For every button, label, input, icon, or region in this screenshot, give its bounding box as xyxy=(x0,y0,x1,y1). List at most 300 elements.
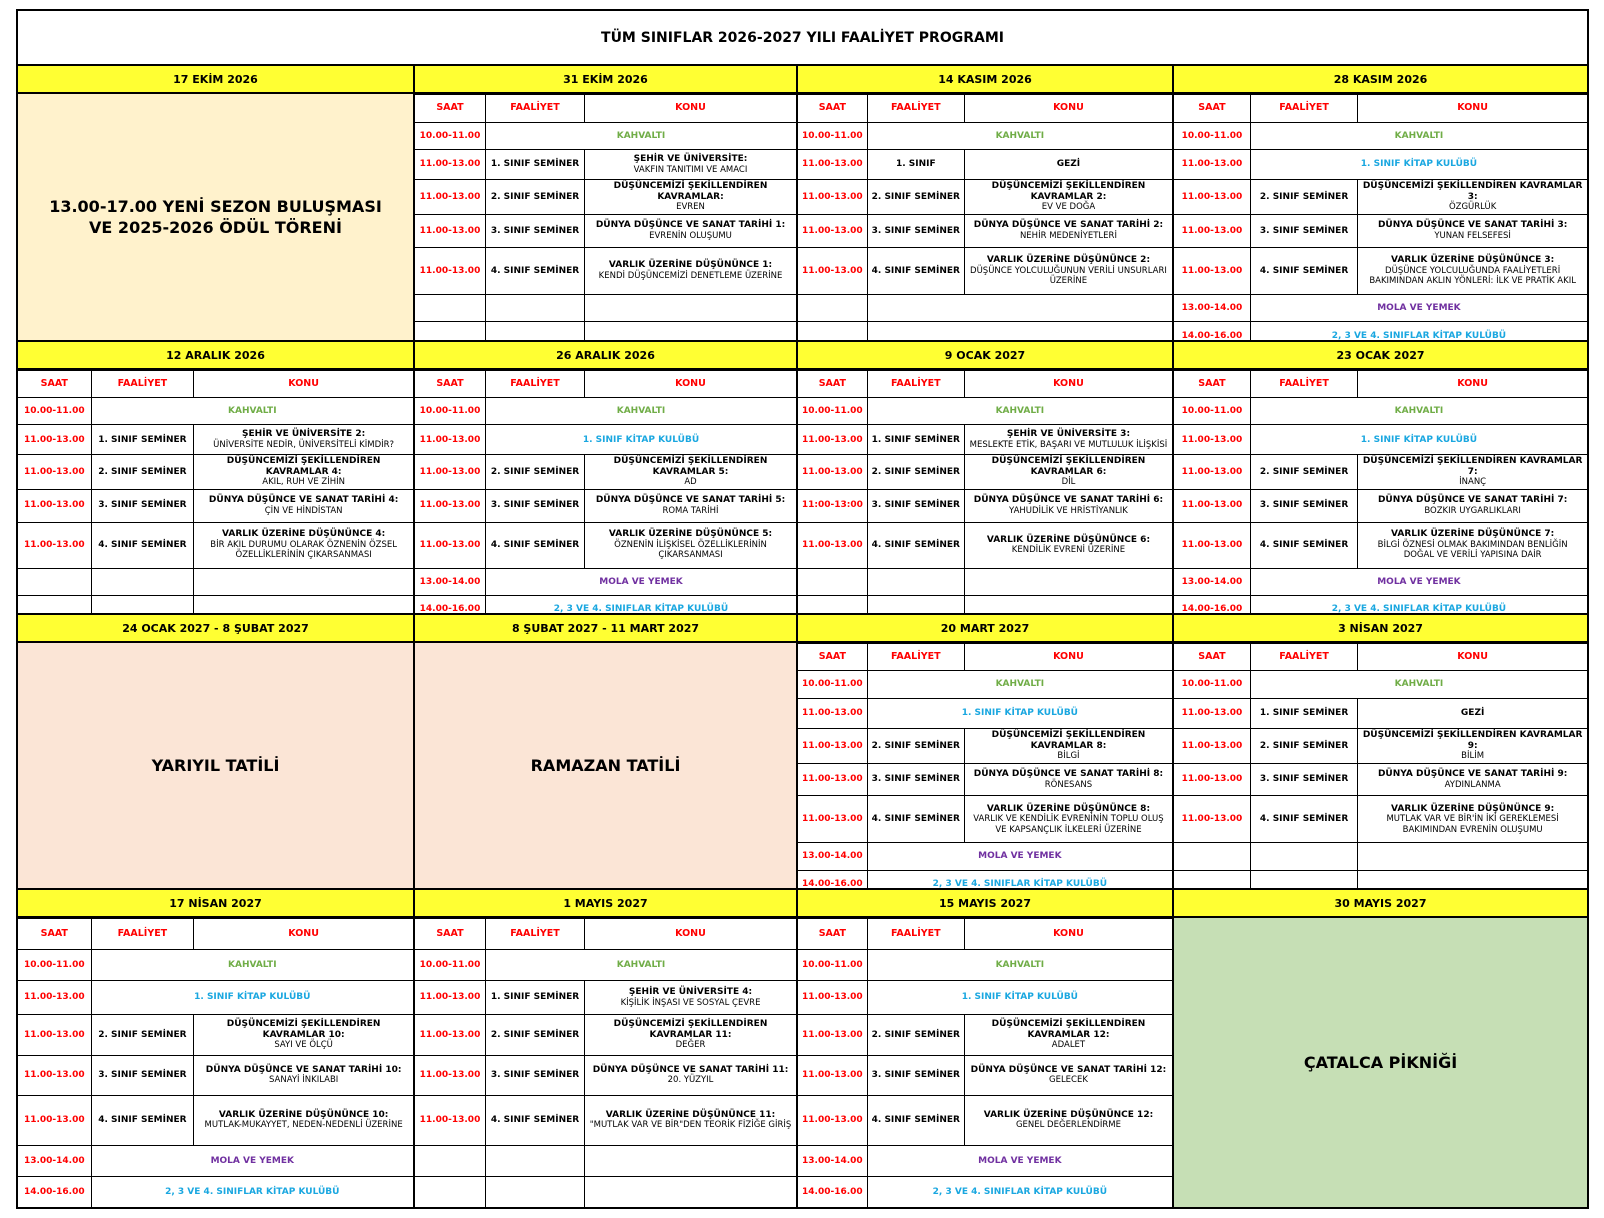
schedule-block xyxy=(1174,615,1587,890)
konu-header: KONU xyxy=(585,919,796,950)
konu-cell xyxy=(964,214,1172,247)
schedule-table xyxy=(1174,94,1587,349)
table-row xyxy=(415,247,796,294)
activity-span: 2, 3 VE 4. SINIFLAR KİTAP KULÜBÜ xyxy=(867,1176,1172,1207)
special-event xyxy=(1174,918,1587,1207)
schedule-table xyxy=(18,370,413,623)
table-row xyxy=(798,294,1172,322)
table-row xyxy=(415,981,796,1015)
activity-cell: 2. SINIF SEMİNER xyxy=(91,455,194,490)
konu-subtitle: BİLGİ xyxy=(1057,751,1080,762)
schedule-block xyxy=(415,615,798,890)
activity-cell: 2. SINIF SEMİNER xyxy=(91,1015,194,1055)
special-event-text: RAMAZAN TATİLİ xyxy=(530,756,681,775)
konu-title: DÜNYA DÜŞÜNCE VE SANAT TARİHİ 3: xyxy=(1377,220,1568,231)
table-row xyxy=(415,425,796,455)
konu-subtitle: YUNAN FELSEFESİ xyxy=(1434,230,1511,241)
activity-cell: 2. SINIF SEMİNER xyxy=(1250,180,1357,215)
konu-subtitle: KİŞİLİK İNŞASI VE SOSYAL ÇEVRE xyxy=(620,997,761,1008)
konu-header: KONU xyxy=(964,371,1172,398)
time-cell: 11:00-13:00 xyxy=(798,489,867,522)
konu-subtitle: ADALET xyxy=(1051,1040,1086,1051)
konu-subtitle: AD xyxy=(684,477,697,488)
table-row xyxy=(18,981,413,1015)
faaliyet-header: FAALİYET xyxy=(867,919,964,950)
empty-cell xyxy=(415,294,485,322)
konu-title: DÜŞÜNCEMİZİ ŞEKİLLENDİREN KAVRAMLAR 11: xyxy=(613,1019,768,1040)
table-row xyxy=(798,729,1172,764)
activity-span: KAHVALTI xyxy=(91,398,413,425)
activity-cell: 3. SINIF SEMİNER xyxy=(1250,763,1357,796)
konu-subtitle: BİLİM xyxy=(1461,751,1485,762)
activity-cell: 4. SINIF SEMİNER xyxy=(1250,522,1357,568)
konu-cell xyxy=(964,425,1172,455)
konu-title: ŞEHİR VE ÜNİVERSİTE: xyxy=(633,154,748,165)
activity-cell: 2. SINIF SEMİNER xyxy=(485,180,584,215)
date-header: 12 ARALIK 2026 xyxy=(18,342,413,370)
activity-cell: 1. SINIF SEMİNER xyxy=(91,425,194,455)
konu-subtitle: DEĞER xyxy=(675,1040,706,1051)
time-cell: 11.00-13.00 xyxy=(415,214,485,247)
table-row xyxy=(1174,729,1587,764)
activity-span: KAHVALTI xyxy=(867,398,1172,425)
konu-header: KONU xyxy=(1358,95,1587,123)
konu-cell xyxy=(585,455,796,490)
konu-subtitle: BİLGİ ÖZNESİ OLMAK BAKIMINDAN BENLİĞİN DOĞAL VE VERİLİ YAPISINA DAİR xyxy=(1377,539,1568,561)
time-cell: 11.00-13.00 xyxy=(1174,522,1250,568)
special-event xyxy=(18,94,413,340)
time-cell: 10.00-11.00 xyxy=(415,950,485,981)
time-cell: 11.00-13.00 xyxy=(798,214,867,247)
table-row xyxy=(415,1096,796,1146)
table-header-row xyxy=(415,919,796,950)
konu-title: DÜNYA DÜŞÜNCE VE SANAT TARİHİ 6: xyxy=(973,495,1164,506)
time-cell: 11.00-13.00 xyxy=(798,1055,867,1095)
schedule-block xyxy=(798,890,1174,1207)
saat-header: SAAT xyxy=(1174,371,1250,398)
date-header: 17 EKİM 2026 xyxy=(18,66,413,94)
empty-cell xyxy=(867,568,964,595)
activity-cell: 3. SINIF SEMİNER xyxy=(867,489,964,522)
activity-span: KAHVALTI xyxy=(867,122,1172,150)
konu-cell xyxy=(194,1055,413,1095)
konu-title: VARLIK ÜZERİNE DÜŞÜNÜNCE 11: xyxy=(605,1109,776,1120)
konu-subtitle: SANAYİ İNKILABI xyxy=(268,1075,339,1086)
schedule-table xyxy=(798,918,1172,1207)
time-cell: 11.00-13.00 xyxy=(18,522,91,568)
table-row xyxy=(1174,247,1587,294)
activity-cell: 2. SINIF SEMİNER xyxy=(1250,455,1357,490)
table-row xyxy=(798,455,1172,490)
table-row xyxy=(798,522,1172,568)
konu-title: DÜNYA DÜŞÜNCE VE SANAT TARİHİ 2: xyxy=(973,220,1164,231)
table-row xyxy=(415,455,796,490)
date-header: 3 NİSAN 2027 xyxy=(1174,615,1587,643)
table-row xyxy=(1174,843,1587,870)
time-cell: 14.00-16.00 xyxy=(1174,596,1250,623)
activity-cell: 4. SINIF SEMİNER xyxy=(485,247,584,294)
time-cell: 11.00-13.00 xyxy=(1174,796,1250,843)
date-header: 9 OCAK 2027 xyxy=(798,342,1172,370)
konu-subtitle: BİR AKIL DURUMU OLARAK ÖZNENİN ÖZSEL ÖZELLİKLERİNİN ÇIKARSANMASI xyxy=(210,539,397,561)
konu-title: DÜNYA DÜŞÜNCE VE SANAT TARİHİ 12: xyxy=(970,1064,1167,1075)
time-cell: 14.00-16.00 xyxy=(798,1176,867,1207)
time-cell: 11.00-13.00 xyxy=(18,1096,91,1146)
activity-cell: 4. SINIF SEMİNER xyxy=(485,522,584,568)
time-cell: 14.00-16.00 xyxy=(18,1176,91,1207)
konu-header: KONU xyxy=(964,644,1172,671)
table-row xyxy=(415,489,796,522)
date-header: 14 KASIM 2026 xyxy=(798,66,1172,94)
konu-title: DÜŞÜNCEMİZİ ŞEKİLLENDİREN KAVRAMLAR 12: xyxy=(991,1019,1146,1040)
table-header-row xyxy=(1174,644,1587,671)
schedule-block xyxy=(18,615,415,890)
table-header-row xyxy=(1174,371,1587,398)
empty-cell xyxy=(415,1145,485,1176)
konu-cell xyxy=(1358,214,1587,247)
table-row xyxy=(18,1176,413,1207)
table-row xyxy=(1174,455,1587,490)
konu-title: DÜŞÜNCEMİZİ ŞEKİLLENDİREN KAVRAMLAR 10: xyxy=(226,1019,381,1040)
time-cell: 11.00-13.00 xyxy=(798,455,867,490)
empty-cell xyxy=(867,294,1172,322)
table-row xyxy=(415,214,796,247)
konu-title: DÜNYA DÜŞÜNCE VE SANAT TARİHİ 5: xyxy=(595,495,786,506)
schedule-block xyxy=(798,342,1174,615)
empty-cell xyxy=(485,294,584,322)
time-cell: 10.00-11.00 xyxy=(1174,122,1250,150)
konu-title: DÜŞÜNCEMİZİ ŞEKİLLENDİREN KAVRAMLAR 4: xyxy=(226,456,381,477)
konu-title: DÜNYA DÜŞÜNCE VE SANAT TARİHİ 11: xyxy=(592,1064,789,1075)
faaliyet-header: FAALİYET xyxy=(1250,644,1357,671)
activity-span: 1. SINIF KİTAP KULÜBÜ xyxy=(91,981,413,1015)
table-row xyxy=(18,398,413,425)
activity-cell: 3. SINIF SEMİNER xyxy=(91,489,194,522)
empty-cell xyxy=(1358,843,1587,870)
activity-span: KAHVALTI xyxy=(867,950,1172,981)
time-cell: 13.00-14.00 xyxy=(798,1145,867,1176)
konu-cell xyxy=(964,1055,1172,1095)
konu-cell xyxy=(964,796,1172,843)
table-row xyxy=(798,489,1172,522)
konu-title: VARLIK ÜZERİNE DÜŞÜNÜNCE 1: xyxy=(608,260,773,271)
schedule-block xyxy=(415,342,798,615)
time-cell: 11.00-13.00 xyxy=(1174,455,1250,490)
time-cell: 11.00-13.00 xyxy=(1174,247,1250,294)
konu-subtitle: VAKFIN TANITIMI VE AMACI xyxy=(633,164,748,175)
faaliyet-header: FAALİYET xyxy=(867,95,964,123)
table-row xyxy=(798,698,1172,728)
page-title: TÜM SINIFLAR 2026-2027 YILI FAALİYET PROGRAMI xyxy=(18,11,1587,66)
time-cell: 11.00-13.00 xyxy=(1174,214,1250,247)
konu-subtitle: ÜNİVERSİTE NEDİR, ÜNİVERSİTELİ KİMDİR? xyxy=(213,439,395,450)
table-row xyxy=(798,425,1172,455)
time-cell: 13.00-14.00 xyxy=(18,1145,91,1176)
time-cell: 11.00-13.00 xyxy=(1174,150,1250,180)
konu-cell xyxy=(1358,522,1587,568)
konu-cell xyxy=(964,1096,1172,1146)
konu-subtitle: EVRENİN OLUŞUMU xyxy=(649,230,732,241)
konu-cell xyxy=(585,1096,796,1146)
activity-cell: 4. SINIF SEMİNER xyxy=(91,1096,194,1146)
time-cell: 13.00-14.00 xyxy=(415,568,485,595)
konu-cell xyxy=(1358,455,1587,490)
konu-subtitle: İNANÇ xyxy=(1459,477,1487,488)
table-row xyxy=(798,981,1172,1015)
konu-title: GEZİ xyxy=(1056,159,1081,170)
time-cell: 10.00-11.00 xyxy=(798,398,867,425)
table-header-row xyxy=(18,919,413,950)
table-row xyxy=(415,294,796,322)
konu-cell xyxy=(585,150,796,180)
konu-title: DÜŞÜNCEMİZİ ŞEKİLLENDİREN KAVRAMLAR 3: xyxy=(1362,181,1583,202)
activity-cell: 1. SINIF SEMİNER xyxy=(1250,698,1357,728)
schedule-table xyxy=(798,370,1172,623)
table-row xyxy=(1174,294,1587,322)
konu-title: ŞEHİR VE ÜNİVERSİTE 2: xyxy=(242,429,366,440)
faaliyet-header: FAALİYET xyxy=(485,95,584,123)
table-row xyxy=(798,843,1172,870)
konu-subtitle: YAHUDİLİK VE HRİSTİYANLIK xyxy=(1009,505,1128,516)
time-cell: 11.00-13.00 xyxy=(18,425,91,455)
schedule-block xyxy=(415,66,798,342)
date-header: 17 NİSAN 2027 xyxy=(18,890,413,918)
time-cell: 13.00-14.00 xyxy=(798,843,867,870)
empty-cell xyxy=(1250,843,1357,870)
activity-span: MOLA VE YEMEK xyxy=(1250,568,1587,595)
konu-subtitle: KENDİ DÜŞÜNCEMİZİ DENETLEME ÜZERİNE xyxy=(598,270,783,281)
table-row xyxy=(1174,398,1587,425)
konu-title: GEZİ xyxy=(1460,708,1485,719)
time-cell: 11.00-13.00 xyxy=(18,489,91,522)
empty-cell xyxy=(18,568,91,595)
konu-cell xyxy=(585,522,796,568)
konu-title: VARLIK ÜZERİNE DÜŞÜNÜNCE 12: xyxy=(983,1109,1154,1120)
schedule-block xyxy=(1174,890,1587,1207)
time-cell: 11.00-13.00 xyxy=(1174,763,1250,796)
date-header: 8 ŞUBAT 2027 - 11 MART 2027 xyxy=(415,615,796,643)
saat-header: SAAT xyxy=(18,371,91,398)
konu-cell xyxy=(964,180,1172,215)
konu-subtitle: 20. YÜZYIL xyxy=(667,1075,714,1086)
faaliyet-header: FAALİYET xyxy=(1250,371,1357,398)
konu-title: DÜNYA DÜŞÜNCE VE SANAT TARİHİ 4: xyxy=(208,495,399,506)
time-cell: 11.00-13.00 xyxy=(798,180,867,215)
activity-cell: 2. SINIF SEMİNER xyxy=(1250,729,1357,764)
konu-cell xyxy=(1358,698,1587,728)
time-cell: 11.00-13.00 xyxy=(415,489,485,522)
activity-cell: 4. SINIF SEMİNER xyxy=(867,247,964,294)
activity-span: 1. SINIF KİTAP KULÜBÜ xyxy=(867,698,1172,728)
table-row xyxy=(798,671,1172,698)
schedule-block xyxy=(1174,66,1587,342)
table-row xyxy=(798,1096,1172,1146)
schedule-block xyxy=(798,66,1174,342)
konu-cell xyxy=(585,214,796,247)
table-row xyxy=(798,796,1172,843)
konu-title: DÜŞÜNCEMİZİ ŞEKİLLENDİREN KAVRAMLAR 5: xyxy=(613,456,768,477)
table-row xyxy=(1174,796,1587,843)
activity-cell: 4. SINIF SEMİNER xyxy=(1250,796,1357,843)
empty-cell xyxy=(798,568,867,595)
table-row xyxy=(1174,568,1587,595)
konu-header: KONU xyxy=(585,371,796,398)
schedule-table xyxy=(415,918,796,1207)
activity-cell: 1. SINIF SEMİNER xyxy=(485,150,584,180)
table-row xyxy=(415,568,796,595)
activity-cell: 4. SINIF SEMİNER xyxy=(91,522,194,568)
activity-span: 1. SINIF KİTAP KULÜBÜ xyxy=(1250,425,1587,455)
table-row xyxy=(18,1015,413,1055)
konu-subtitle: DİL xyxy=(1061,477,1076,488)
activity-span: KAHVALTI xyxy=(1250,122,1587,150)
table-row xyxy=(798,214,1172,247)
date-header: 26 ARALIK 2026 xyxy=(415,342,796,370)
konu-subtitle: ÖZGÜRLÜK xyxy=(1448,202,1497,213)
schedule-table xyxy=(798,94,1172,349)
faaliyet-header: FAALİYET xyxy=(1250,95,1357,123)
time-cell: 10.00-11.00 xyxy=(18,950,91,981)
faaliyet-header: FAALİYET xyxy=(867,644,964,671)
empty-cell xyxy=(798,294,867,322)
konu-cell xyxy=(964,489,1172,522)
special-event xyxy=(415,643,796,888)
time-cell: 10.00-11.00 xyxy=(1174,671,1250,698)
time-cell: 11.00-13.00 xyxy=(798,522,867,568)
schedule-table xyxy=(415,370,796,623)
table-row xyxy=(1174,763,1587,796)
empty-cell xyxy=(91,568,194,595)
schedule-sheet xyxy=(16,9,1589,1209)
konu-cell xyxy=(1358,247,1587,294)
activity-span: KAHVALTI xyxy=(867,671,1172,698)
table-row xyxy=(18,568,413,595)
konu-header: KONU xyxy=(964,919,1172,950)
table-row xyxy=(1174,180,1587,215)
schedule-block xyxy=(415,890,798,1207)
konu-title: VARLIK ÜZERİNE DÜŞÜNÜNCE 4: xyxy=(222,529,386,540)
konu-title: DÜŞÜNCEMİZİ ŞEKİLLENDİREN KAVRAMLAR 6: xyxy=(991,456,1146,477)
table-row xyxy=(415,122,796,150)
table-row xyxy=(798,950,1172,981)
time-cell: 11.00-13.00 xyxy=(18,1015,91,1055)
table-row xyxy=(1174,122,1587,150)
activity-cell: 1. SINIF xyxy=(867,150,964,180)
activity-cell: 3. SINIF SEMİNER xyxy=(1250,214,1357,247)
konu-title: VARLIK ÜZERİNE DÜŞÜNÜNCE 10: xyxy=(218,1109,389,1120)
schedule-block xyxy=(18,66,415,342)
konu-cell xyxy=(585,1015,796,1055)
konu-title: DÜŞÜNCEMİZİ ŞEKİLLENDİREN KAVRAMLAR 7: xyxy=(1362,456,1583,477)
konu-subtitle: AYDINLANMA xyxy=(1444,779,1501,790)
date-header: 20 MART 2027 xyxy=(798,615,1172,643)
time-cell: 10.00-11.00 xyxy=(798,671,867,698)
konu-cell xyxy=(194,489,413,522)
activity-span: 2, 3 VE 4. SINIFLAR KİTAP KULÜBÜ xyxy=(485,596,796,623)
konu-cell xyxy=(1358,729,1587,764)
konu-title: DÜŞÜNCEMİZİ ŞEKİLLENDİREN KAVRAMLAR 8: xyxy=(991,730,1146,751)
table-row xyxy=(415,950,796,981)
konu-title: VARLIK ÜZERİNE DÜŞÜNÜNCE 5: xyxy=(608,529,773,540)
time-cell: 11.00-13.00 xyxy=(798,698,867,728)
activity-span: MOLA VE YEMEK xyxy=(867,1145,1172,1176)
time-cell: 11.00-13.00 xyxy=(18,455,91,490)
activity-cell: 4. SINIF SEMİNER xyxy=(867,1096,964,1146)
empty-cell xyxy=(194,568,413,595)
special-event-text: YARIYIL TATİLİ xyxy=(151,756,280,775)
table-row xyxy=(798,568,1172,595)
activity-cell: 2. SINIF SEMİNER xyxy=(867,1015,964,1055)
time-cell: 13.00-14.00 xyxy=(1174,294,1250,322)
konu-subtitle: RÖNESANS xyxy=(1044,779,1093,790)
konu-cell xyxy=(964,455,1172,490)
konu-title: VARLIK ÜZERİNE DÜŞÜNÜNCE 8: xyxy=(986,803,1151,814)
date-header: 30 MAYIS 2027 xyxy=(1174,890,1587,918)
table-row xyxy=(1174,425,1587,455)
time-cell: 11.00-13.00 xyxy=(798,1015,867,1055)
konu-title: VARLIK ÜZERİNE DÜŞÜNÜNCE 7: xyxy=(1391,529,1555,540)
time-cell: 11.00-13.00 xyxy=(415,150,485,180)
konu-subtitle: GELECEK xyxy=(1048,1075,1088,1086)
table-header-row xyxy=(798,95,1172,123)
konu-subtitle: VARLIK VE KENDİLİK EVRENİNİN TOPLU OLUŞ VE KAPSANÇLIK İLKELERİ ÜZERİNE xyxy=(973,814,1164,835)
table-row xyxy=(415,1055,796,1095)
konu-title: DÜŞÜNCEMİZİ ŞEKİLLENDİREN KAVRAMLAR: xyxy=(613,181,768,202)
time-cell: 11.00-13.00 xyxy=(798,763,867,796)
activity-cell: 2. SINIF SEMİNER xyxy=(485,455,584,490)
table-row xyxy=(415,1176,796,1207)
time-cell: 13.00-14.00 xyxy=(1174,568,1250,595)
time-cell: 14.00-16.00 xyxy=(415,596,485,623)
special-event xyxy=(18,643,413,888)
table-header-row xyxy=(798,644,1172,671)
table-row xyxy=(798,1015,1172,1055)
activity-span: KAHVALTI xyxy=(485,122,796,150)
table-row xyxy=(415,522,796,568)
table-header-row xyxy=(798,371,1172,398)
konu-cell xyxy=(194,425,413,455)
table-row xyxy=(798,398,1172,425)
activity-span: 1. SINIF KİTAP KULÜBÜ xyxy=(1250,150,1587,180)
time-cell: 11.00-13.00 xyxy=(1174,425,1250,455)
activity-span: 1. SINIF KİTAP KULÜBÜ xyxy=(867,981,1172,1015)
time-cell: 11.00-13.00 xyxy=(798,247,867,294)
table-row xyxy=(798,150,1172,180)
konu-cell xyxy=(1358,796,1587,843)
konu-title: VARLIK ÜZERİNE DÜŞÜNÜNCE 3: xyxy=(1391,255,1555,266)
table-header-row xyxy=(798,919,1172,950)
activity-cell: 1. SINIF SEMİNER xyxy=(867,425,964,455)
date-header: 28 KASIM 2026 xyxy=(1174,66,1587,94)
activity-cell: 3. SINIF SEMİNER xyxy=(867,1055,964,1095)
table-row xyxy=(415,1015,796,1055)
table-row xyxy=(1174,214,1587,247)
faaliyet-header: FAALİYET xyxy=(867,371,964,398)
time-cell: 11.00-13.00 xyxy=(415,247,485,294)
date-header: 24 OCAK 2027 - 8 ŞUBAT 2027 xyxy=(18,615,413,643)
schedule-table xyxy=(1174,370,1587,623)
konu-cell xyxy=(585,981,796,1015)
table-row xyxy=(18,1145,413,1176)
table-header-row xyxy=(415,371,796,398)
time-cell: 10.00-11.00 xyxy=(18,398,91,425)
activity-cell: 2. SINIF SEMİNER xyxy=(867,180,964,215)
saat-header: SAAT xyxy=(798,95,867,123)
konu-header: KONU xyxy=(1358,371,1587,398)
schedule-table xyxy=(415,94,796,349)
schedule-block xyxy=(18,890,415,1207)
special-event-text: ÇATALCA PİKNİĞİ xyxy=(1303,1053,1458,1072)
